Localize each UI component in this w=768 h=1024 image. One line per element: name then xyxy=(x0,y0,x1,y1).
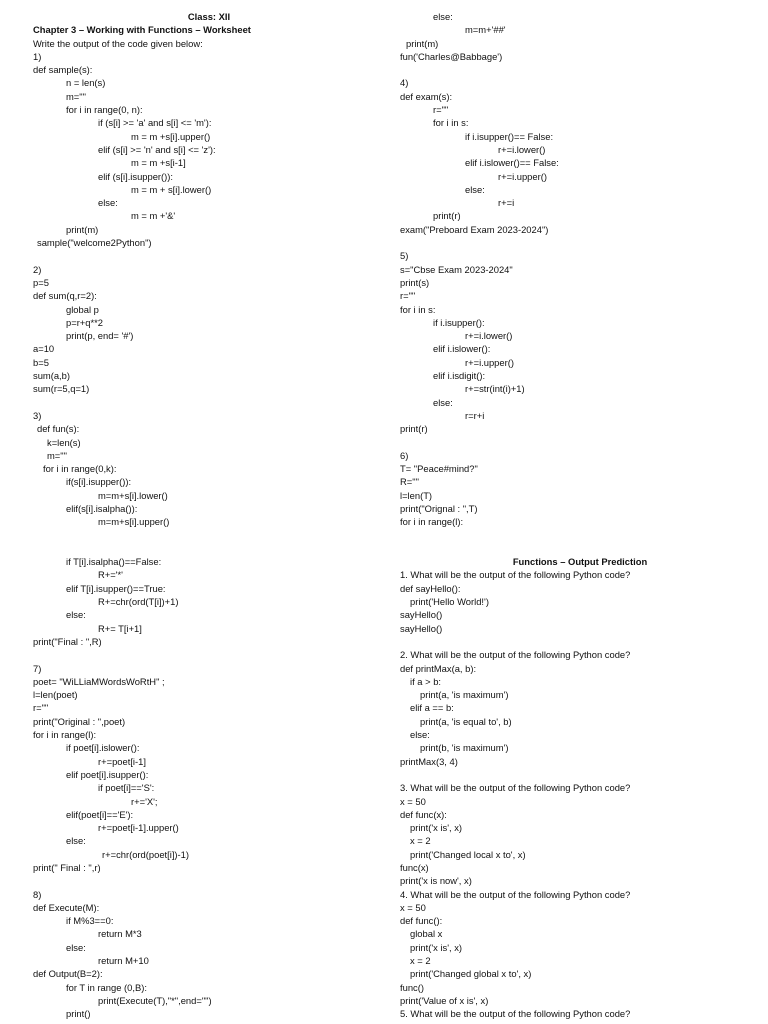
document-line: def exam(s): xyxy=(400,90,453,102)
document-line: print('x is', x) xyxy=(410,822,463,834)
document-line: r=r+i xyxy=(465,409,485,421)
document-line: print('x is now', x) xyxy=(400,875,472,887)
document-line: func() xyxy=(400,981,424,993)
document-line: sayHello() xyxy=(400,609,443,621)
document-line: r="" xyxy=(433,104,449,116)
document-line: def sayHello(): xyxy=(400,582,461,594)
document-line: print(m) xyxy=(406,37,439,49)
document-line: 4. What will be the output of the following Python code? xyxy=(400,888,631,900)
document-line: else: xyxy=(66,941,86,953)
document-line: m=m+'##' xyxy=(465,24,506,36)
blank-line xyxy=(33,874,385,887)
document-line: l=len(T) xyxy=(400,489,433,501)
document-line: m="" xyxy=(47,449,67,461)
document-line: r+=i xyxy=(498,197,515,209)
document-line: m = m + s[i].lower() xyxy=(131,183,212,195)
document-line: print('x is', x) xyxy=(410,941,463,953)
document-line: print('Hello World!') xyxy=(410,596,489,608)
document-line: global p xyxy=(66,303,99,315)
document-line: elif (s[i] >= 'n' and s[i] <= 'z'): xyxy=(98,143,216,155)
document-line: p=r+q**2 xyxy=(66,316,104,328)
document-line: r+=i.upper() xyxy=(498,170,547,182)
document-line: sayHello() xyxy=(400,622,443,634)
document-line: fun('Charles@Babbage') xyxy=(400,50,503,62)
document-line: R+='*' xyxy=(98,569,123,581)
document-line: elif i.islower(): xyxy=(433,343,491,355)
document-line: r+=poet[i-1] xyxy=(98,755,146,767)
document-line: if(s[i].isupper()): xyxy=(66,476,132,488)
blank-line xyxy=(33,396,385,409)
document-line: Functions – Output Prediction xyxy=(512,556,648,568)
document-line: if i.isupper(): xyxy=(433,316,485,328)
document-line: r+='X'; xyxy=(131,795,158,807)
document-line: print(" Final : ",r) xyxy=(33,862,101,873)
document-line: m = m +'&' xyxy=(131,210,176,222)
document-line: elif(poet[i]=='E'): xyxy=(66,808,134,820)
document-line: def Output(B=2): xyxy=(33,968,103,980)
document-line: elif i.islower()== False: xyxy=(465,157,559,169)
document-line: print(r) xyxy=(433,210,461,222)
document-line: m="" xyxy=(66,90,86,102)
document-line: print("Orignal : ",T) xyxy=(400,502,478,514)
document-line: if (s[i] >= 'a' and s[i] <= 'm'): xyxy=(98,117,212,129)
document-line: if T[i].isalpha()==False: xyxy=(66,556,162,568)
document-line: x = 2 xyxy=(410,835,431,847)
document-line: else: xyxy=(66,609,86,621)
blank-line xyxy=(400,63,760,76)
document-line: a=10 xyxy=(33,343,55,355)
document-line: m = m +s[i-1] xyxy=(131,157,186,169)
document-line: for T in range (0,B): xyxy=(66,981,147,993)
document-line: m=m+s[i].lower() xyxy=(98,489,168,501)
document-line: print(m) xyxy=(66,223,99,235)
document-line: for i in s: xyxy=(433,117,469,129)
document-line: R+= T[i+1] xyxy=(98,622,142,634)
document-line: print(b, 'is maximum') xyxy=(420,742,509,754)
document-line: sum(a,b) xyxy=(33,370,70,382)
document-line: r+=i.upper() xyxy=(465,356,514,368)
document-line: 3) xyxy=(33,409,42,421)
document-line: poet= "WiLLiaMWordsWoRtH" ; xyxy=(33,675,165,687)
document-line: 7) xyxy=(33,662,42,674)
document-line: Write the output of the code given below: xyxy=(33,37,203,49)
document-line: sum(r=5,q=1) xyxy=(33,383,90,395)
document-line: Class: XII xyxy=(187,11,231,22)
document-line: return M*3 xyxy=(98,928,142,940)
document-line: elif (s[i].isupper()): xyxy=(98,170,174,182)
document-line: R+=chr(ord(T[i])+1) xyxy=(98,596,179,608)
document-line: r+=i.lower() xyxy=(465,330,513,342)
document-line: print(a, 'is equal to', b) xyxy=(420,715,512,727)
blank-line xyxy=(33,648,385,661)
document-line: func(x) xyxy=(400,862,429,873)
document-line: else: xyxy=(66,835,86,847)
document-line: 3. What will be the output of the following Python code? xyxy=(400,782,631,794)
document-line: 1) xyxy=(33,50,42,62)
document-line: else: xyxy=(433,396,453,408)
document-line: b=5 xyxy=(33,356,49,368)
document-line: 2. What will be the output of the following Python code? xyxy=(400,649,631,661)
document-line: def fun(s): xyxy=(37,423,80,435)
blank-line xyxy=(400,635,760,648)
document-line: r="" xyxy=(33,702,49,714)
document-line: print("Original : ",poet) xyxy=(33,715,126,727)
document-line: print('Value of x is', x) xyxy=(400,994,489,1006)
document-line: print(r) xyxy=(400,423,428,435)
right-column xyxy=(400,10,760,1021)
document-line: R="" xyxy=(400,476,419,488)
document-line: print() xyxy=(66,1008,91,1020)
blank-line xyxy=(33,249,385,262)
blank-line xyxy=(400,436,760,449)
document-line: sample("welcome2Python") xyxy=(37,237,152,249)
document-line: elif poet[i].isupper(): xyxy=(66,768,149,780)
document-line: print(p, end= '#') xyxy=(66,330,134,342)
document-line: def printMax(a, b): xyxy=(400,662,477,674)
document-line: s="Cbse Exam 2023-2024" xyxy=(400,263,513,275)
document-line: def func(): xyxy=(400,915,443,927)
document-line: T= "Peace#mind?" xyxy=(400,463,478,475)
document-line: if poet[i].islower(): xyxy=(66,742,140,754)
document-line: 1. What will be the output of the following Python code? xyxy=(400,569,631,581)
document-line: print("Final : ",R) xyxy=(33,635,102,647)
document-line: else: xyxy=(465,183,485,195)
blank-line xyxy=(33,542,385,555)
document-line: r+=i.lower() xyxy=(498,143,546,155)
document-line: 4) xyxy=(400,77,409,89)
document-line: printMax(3, 4) xyxy=(400,755,458,767)
document-line: for i in range(l): xyxy=(400,516,464,528)
document-line: n = len(s) xyxy=(66,77,106,89)
blank-line xyxy=(400,542,760,555)
document-line: r+=str(int(i)+1) xyxy=(465,383,525,395)
document-line: 2) xyxy=(33,263,42,275)
document-line: def Execute(M): xyxy=(33,901,100,913)
document-line: print(s) xyxy=(400,276,430,288)
document-line: r="" xyxy=(400,290,416,302)
document-line: print('Changed local x to', x) xyxy=(410,848,526,860)
blank-line xyxy=(400,236,760,249)
blank-line xyxy=(400,529,760,542)
document-line: if poet[i]=='S': xyxy=(98,782,155,794)
document-line: elif i.isdigit(): xyxy=(433,370,486,382)
document-line: def func(x): xyxy=(400,808,447,820)
document-line: x = 50 xyxy=(400,795,426,807)
document-line: if a > b: xyxy=(410,675,442,687)
document-line: r+=poet[i-1].upper() xyxy=(98,822,179,834)
document-line: def sample(s): xyxy=(33,64,93,76)
blank-line xyxy=(400,768,760,781)
document-line: if M%3==0: xyxy=(66,915,114,927)
document-line: exam("Preboard Exam 2023-2024") xyxy=(400,223,549,235)
document-line: 5. What will be the output of the following Python code? xyxy=(400,1008,631,1020)
document-line: 8) xyxy=(33,888,42,900)
document-line: x = 2 xyxy=(410,955,431,967)
document-line: else: xyxy=(433,11,453,22)
document-line: p=5 xyxy=(33,276,49,288)
document-line: l=len(poet) xyxy=(33,689,78,701)
document-line: for i in range(l): xyxy=(33,729,97,741)
document-line: else: xyxy=(98,197,118,209)
document-line: 5) xyxy=(400,250,409,262)
document-line: elif a == b: xyxy=(410,702,454,714)
document-line: for i in s: xyxy=(400,303,436,315)
document-line: Chapter 3 – Working with Functions – Worksheet xyxy=(33,24,251,36)
blank-line xyxy=(33,529,385,542)
document-line: global x xyxy=(410,928,443,940)
document-line: r+=chr(ord(poet[i])-1) xyxy=(102,848,190,860)
document-line: k=len(s) xyxy=(47,436,81,448)
document-line: print('Changed global x to', x) xyxy=(410,968,532,980)
document-line: print(Execute(T),"*",end="") xyxy=(98,994,212,1006)
document-line: return M+10 xyxy=(98,955,149,967)
document-line: def sum(q,r=2): xyxy=(33,290,97,302)
document-line: 6) xyxy=(400,449,409,461)
document-line: else: xyxy=(410,729,430,741)
document-line: m = m +s[i].upper() xyxy=(131,130,211,142)
document-line: x = 50 xyxy=(400,901,426,913)
document-line: for i in range(0,k): xyxy=(43,463,117,475)
document-line: m=m+s[i].upper() xyxy=(98,516,170,528)
document-line: for i in range(0, n): xyxy=(66,104,143,116)
document-line: print(a, 'is maximum') xyxy=(420,689,509,701)
document-line: if i.isupper()== False: xyxy=(465,130,554,142)
document-line: elif T[i].isupper()==True: xyxy=(66,582,166,594)
left-column xyxy=(33,10,385,1021)
document-line: elif(s[i].isalpha()): xyxy=(66,502,138,514)
